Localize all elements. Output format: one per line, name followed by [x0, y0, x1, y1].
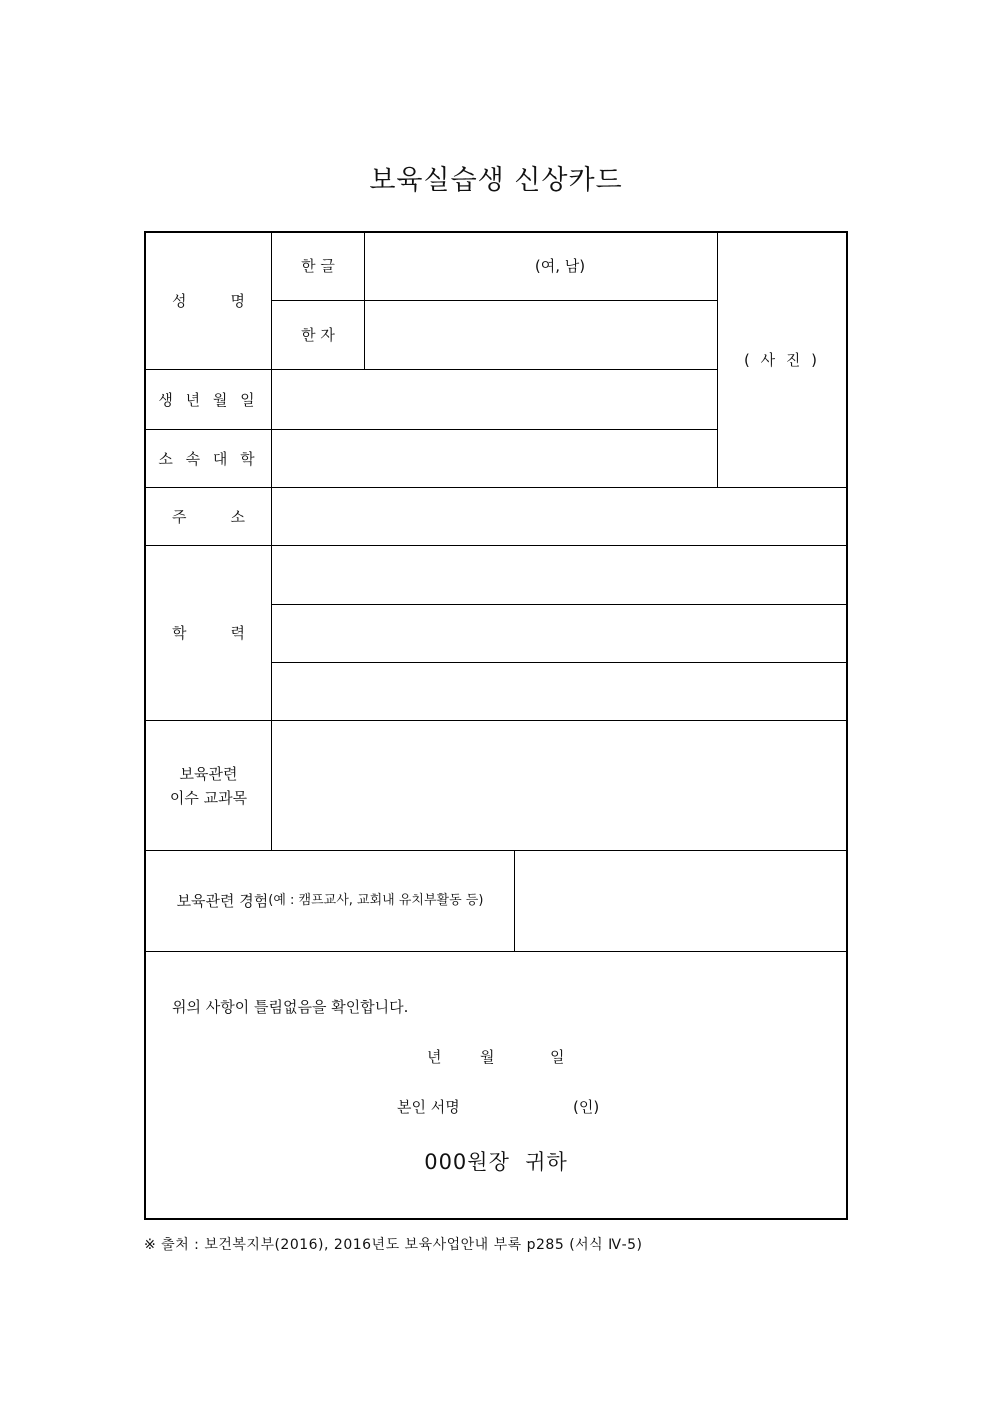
- source-note: ※ 출처 : 보건복지부(2016), 2016년도 보육사업안내 부록 p285 (서식 Ⅳ-5): [144, 1237, 643, 1253]
- experience-label: [146, 851, 514, 951]
- address-field[interactable]: [272, 488, 846, 545]
- table-border-bottom: [144, 1218, 848, 1220]
- addressee: 000원장 귀하: [424, 1150, 568, 1174]
- education-field-1[interactable]: [272, 546, 846, 604]
- education-field-3[interactable]: [272, 663, 846, 720]
- confirmation-statement: 위의 사항이 틀림없음을 확인합니다.: [172, 998, 409, 1016]
- date-day: 일: [550, 1048, 565, 1066]
- name-label-left: 성: [172, 291, 187, 310]
- seal-mark: (인): [573, 1098, 600, 1116]
- table-border-right: [846, 231, 848, 1220]
- education-label-right: 력: [230, 624, 245, 642]
- hanja-name-field[interactable]: [365, 301, 717, 369]
- experience-label-text: 보육관련 경험: [176, 892, 269, 910]
- rule-experience-confirmation: [145, 951, 847, 952]
- hangul-label: 한 글: [301, 257, 335, 275]
- university-label: 소 속 대 학: [158, 449, 259, 468]
- page-title: 보육실습생 신상카드: [369, 165, 623, 196]
- experience-example: (예 : 캠프교사, 교회내 유치부활동 등): [268, 893, 484, 908]
- education-label-left: 학: [172, 624, 187, 642]
- hanja-label: 한 자: [301, 326, 335, 344]
- education-label: [146, 546, 271, 720]
- experience-field[interactable]: [515, 851, 846, 951]
- courses-label-line2: 이수 교과목: [169, 788, 248, 807]
- address-label-left: 주: [172, 507, 187, 526]
- photo-box[interactable]: [718, 232, 846, 487]
- hangul-name-field[interactable]: [365, 232, 717, 300]
- address-label-right: 소: [230, 507, 245, 526]
- birth-field[interactable]: [272, 370, 717, 429]
- university-field[interactable]: [272, 430, 717, 487]
- address-label: [146, 488, 271, 545]
- name-label: [146, 232, 271, 369]
- date-year: 년: [427, 1048, 442, 1066]
- education-field-2[interactable]: [272, 605, 846, 662]
- courses-label-line1: 보육관련: [179, 764, 238, 783]
- name-label-right: 명: [230, 291, 245, 310]
- courses-field[interactable]: [272, 721, 846, 850]
- signature-label: 본인 서명: [397, 1098, 460, 1116]
- birth-label: 생 년 월 일: [158, 390, 259, 409]
- courses-label: [146, 721, 271, 850]
- gender-note: (여, 남): [534, 257, 586, 275]
- date-month: 월: [480, 1048, 495, 1066]
- photo-label: ( 사 진 ): [744, 350, 820, 369]
